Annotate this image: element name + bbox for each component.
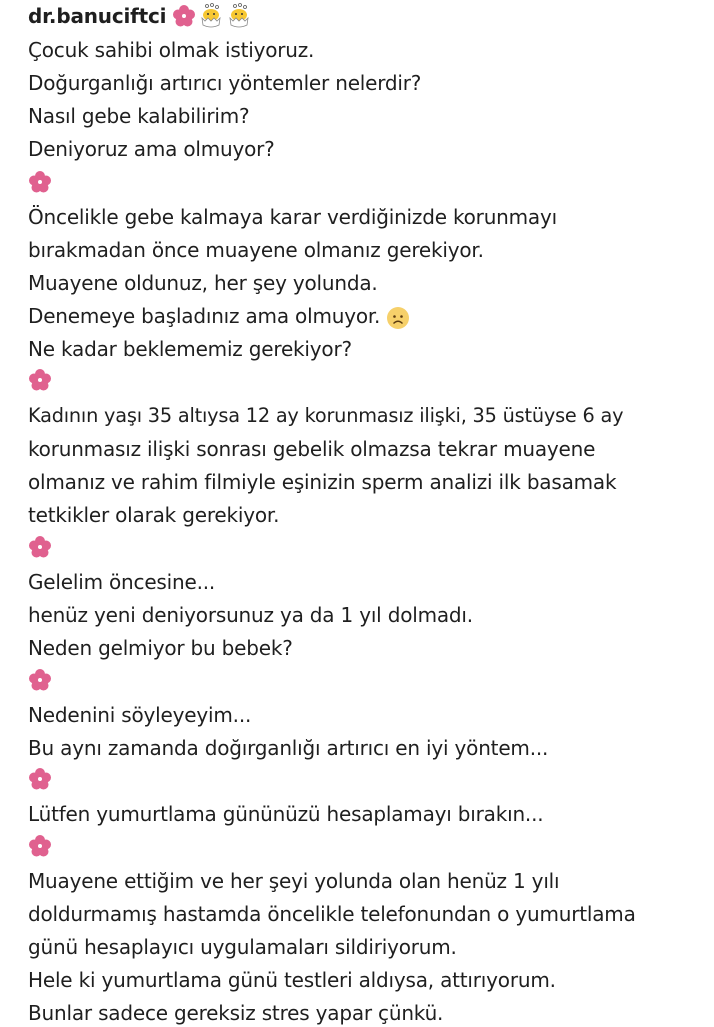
- flower-icon: [172, 4, 196, 28]
- hatching-chick-icon: [198, 3, 224, 29]
- flower-icon: [28, 834, 52, 858]
- caption-line: [28, 302, 410, 330]
- caption-line: Bu aynı zamanda doğırganlığı artırıcı en iyi yöntem...: [28, 736, 549, 760]
- caption-line: Kadının yaşı 35 altıysa 12 ay korunmasız ilişki, 35 üstüyse 6 ay: [28, 404, 624, 427]
- hatching-chick-icon: [226, 3, 252, 29]
- caption-text: Denemeye başladınız ama olmuyor.: [28, 304, 381, 328]
- caption-line: Öncelikle gebe kalmaya karar verdiğinizde korunmayı: [28, 205, 557, 229]
- flower-icon: [28, 668, 52, 692]
- caption-line: Hele ki yumurtlama günü testleri aldıysa, attırıyorum.: [28, 968, 556, 992]
- caption-line: Ne kadar beklememiz gerekiyor?: [28, 337, 352, 361]
- caption-line: Doğurganlığı artırıcı yöntemler nelerdir?: [28, 71, 422, 95]
- caption-line: Lütfen yumurtlama gününüzü hesaplamayı bırakın...: [28, 802, 544, 826]
- sad-face-icon: [386, 306, 410, 330]
- username[interactable]: dr.banuciftci: [28, 4, 167, 28]
- caption-line: tetkikler olarak gerekiyor.: [28, 503, 280, 527]
- caption-line: Muayene ettiğim ve her şeyi yolunda olan henüz 1 yılı: [28, 869, 560, 893]
- caption-line: henüz yeni deniyorsunuz ya da 1 yıl dolmadı.: [28, 603, 473, 627]
- caption-line: Bunlar sadece gereksiz stres yapar çünkü.: [28, 1001, 444, 1025]
- caption-line: Nedenini söyleyeyim...: [28, 703, 252, 727]
- flower-icon: [28, 767, 52, 791]
- caption-line: Nasıl gebe kalabilirim?: [28, 104, 250, 128]
- caption-line: korunmasız ilişki sonrası gebelik olmazsa tekrar muayene: [28, 437, 596, 461]
- caption-line: Deniyoruz ama olmuyor?: [28, 137, 275, 161]
- caption-line: bırakmadan önce muayene olmanız gerekiyor.: [28, 238, 484, 262]
- flower-icon: [28, 170, 52, 194]
- caption-line: Çocuk sahibi olmak istiyoruz.: [28, 38, 315, 62]
- caption-line: olmanız ve rahim filmiyle eşinizin sperm analizi ilk basamak: [28, 470, 617, 494]
- caption-line: doldurmamış hastamda öncelikle telefonundan o yumurtlama: [28, 902, 636, 926]
- caption-line: günü hesaplayıcı uygulamaları sildiriyorum.: [28, 935, 457, 959]
- post-header: [28, 2, 252, 30]
- flower-icon: [28, 368, 52, 392]
- flower-icon: [28, 535, 52, 559]
- caption-line: Muayene oldunuz, her şey yolunda.: [28, 271, 378, 295]
- caption-line: Gelelim öncesine...: [28, 570, 216, 594]
- caption-line: Neden gelmiyor bu bebek?: [28, 636, 293, 660]
